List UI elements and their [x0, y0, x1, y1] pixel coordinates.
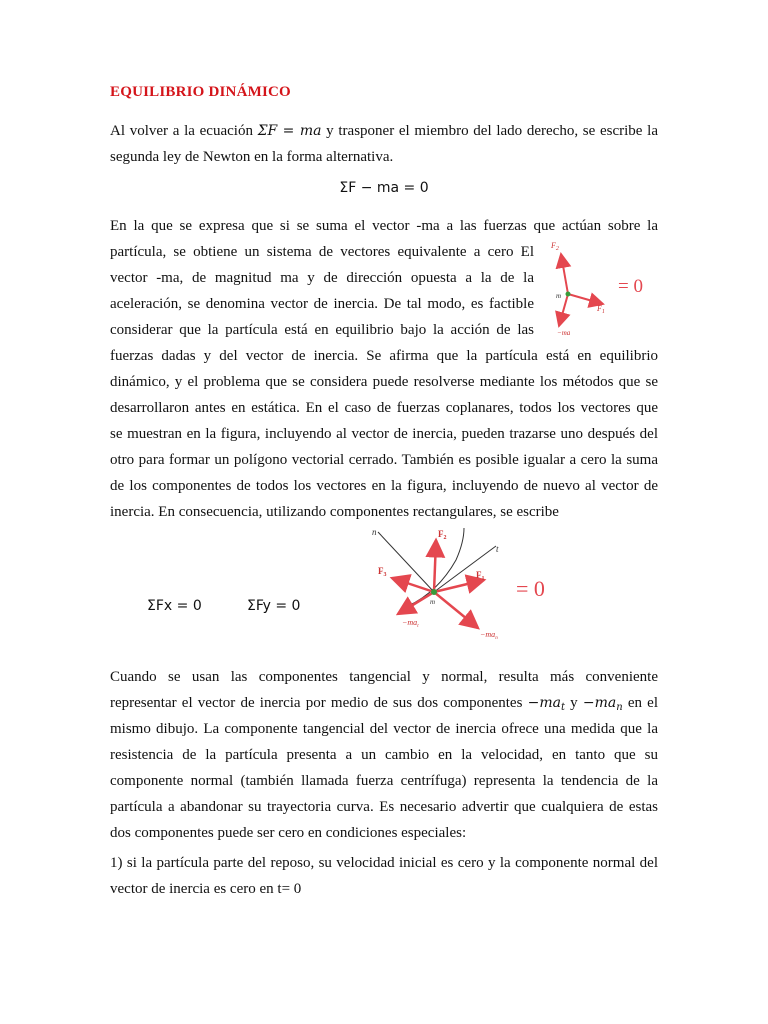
paragraph-line: En la que se expresa que si se suma el vector -ma a las fuerzas que actúan sobre la — [110, 218, 658, 234]
equation-sum-fy: ΣFy = 0 — [247, 598, 301, 614]
figure-inertia-vectors — [535, 234, 665, 344]
equation-dynamic-equilibrium: ΣF − ma = 0 — [339, 180, 429, 196]
label-f3: $F_3$ — [378, 566, 387, 578]
paragraph-line: partícula a abandonar su trayectoria curva. Es necesario advertir que cualquiera de estas — [110, 799, 658, 815]
force-vector-f2 — [561, 254, 568, 294]
label-t-axis: t — [496, 544, 499, 554]
inertia-tangential-component — [398, 592, 434, 614]
paragraph-line: dinámico, y el problema que se considera puede resolverse mediante los métodos que se — [110, 374, 658, 390]
label-f1: $F_1$ — [476, 570, 485, 582]
paragraph-line: componente normal (también llamada fuerza centrífuga) representa la tendencia de la — [110, 773, 658, 789]
paragraph-line: resistencia de la partícula presenta a un cambio en la velocidad, en tanto que su — [110, 747, 658, 763]
paragraph-line: 1) si la partícula parte del reposo, su velocidad inicial es cero y la componente normal del — [110, 855, 658, 871]
paragraph-line: aceleración, se denomina vector de inercia. De tal modo, es factible — [110, 296, 534, 312]
paragraph-line: Cuando se usan las componentes tangencial y normal, resulta más conveniente — [110, 669, 658, 685]
label-f1: $F_1$ — [597, 304, 605, 315]
inline-equation: ΣF = ma — [257, 123, 322, 139]
particle-dot — [431, 589, 437, 595]
paragraph-line: vector -ma, de magnitud ma y de dirección opuesta a la de la — [110, 270, 534, 286]
equation-sum-fx: ΣFx = 0 — [147, 598, 202, 614]
paragraph-line: segunda ley de Newton en la forma alternativa. — [110, 149, 394, 165]
inline-equation-ma-t: $-ma_t$ — [527, 695, 565, 713]
figure-tangential-normal-components — [368, 522, 583, 642]
paragraph-tangential-normal — [110, 664, 658, 846]
paragraph-line: otro para formar un polígono vectorial cerrado. También es posible igualar a cero la suma — [110, 452, 658, 468]
label-minus-ma-n: $-ma_n$ — [480, 630, 498, 641]
inline-equation-ma-n: $-ma_n$ — [582, 695, 623, 713]
paragraph-line: dos componentes puede ser cero en condiciones especiales: — [110, 825, 467, 841]
paragraph-line: se muestran en la figura, incluyendo al vector de inercia, pueden trazarse uno después del — [110, 426, 658, 442]
particle-dot — [566, 292, 571, 297]
paragraph-line: representar el vector de inercia por medio de sus dos componentes $-ma_t$ $y -ma_n$ en el — [110, 695, 659, 713]
equals-zero: = 0 — [516, 576, 545, 601]
inertia-normal-component — [434, 592, 478, 628]
paragraph-special-case-1 — [110, 850, 658, 902]
paragraph-line: fuerzas dadas y del vector de inercia. Se afirma que la partícula está en equilibrio — [110, 348, 658, 364]
section-heading: EQUILIBRIO DINÁMICO — [110, 84, 291, 100]
force-vector-f1 — [568, 294, 603, 304]
equals-zero: = 0 — [618, 276, 643, 297]
label-f2: $F_2$ — [438, 529, 447, 541]
paragraph-line: considerar que la partícula está en equilibrio bajo la acción de las — [110, 322, 534, 338]
paragraph-line: inercia. En consecuencia, utilizando componentes rectangulares, se escribe — [110, 504, 559, 520]
paragraph-line: de los componentes de todos los vectores en la figura, incluyendo de nuevo al vector de — [110, 478, 658, 494]
paragraph-line: mismo dibujo. La componente tangencial del vector de inercia ofrece una medida que la — [110, 721, 658, 737]
paragraph-line: vector de inercia es cero en t= 0 — [110, 881, 302, 897]
paragraph-line: desarrollaron antes en estática. En el caso de fuerzas coplanares, todos los vectores que — [110, 400, 658, 416]
paragraph-line: partícula, se obtiene un sistema de vectores equivalente a cero El — [110, 244, 534, 260]
label-mass: m — [430, 598, 436, 606]
label-minus-ma: −ma — [557, 329, 571, 337]
label-f2: $F_2$ — [551, 241, 559, 252]
paragraph-intro — [110, 118, 658, 170]
label-mass: m — [556, 292, 562, 300]
paragraph-line: Al volver a la ecuación ΣF = ma y trasponer el miembro del lado derecho, se escribe la — [110, 123, 659, 139]
label-minus-ma-t: $-ma_t$ — [402, 618, 419, 629]
label-n-axis: n — [372, 527, 377, 537]
force-vector-f2 — [434, 540, 436, 592]
